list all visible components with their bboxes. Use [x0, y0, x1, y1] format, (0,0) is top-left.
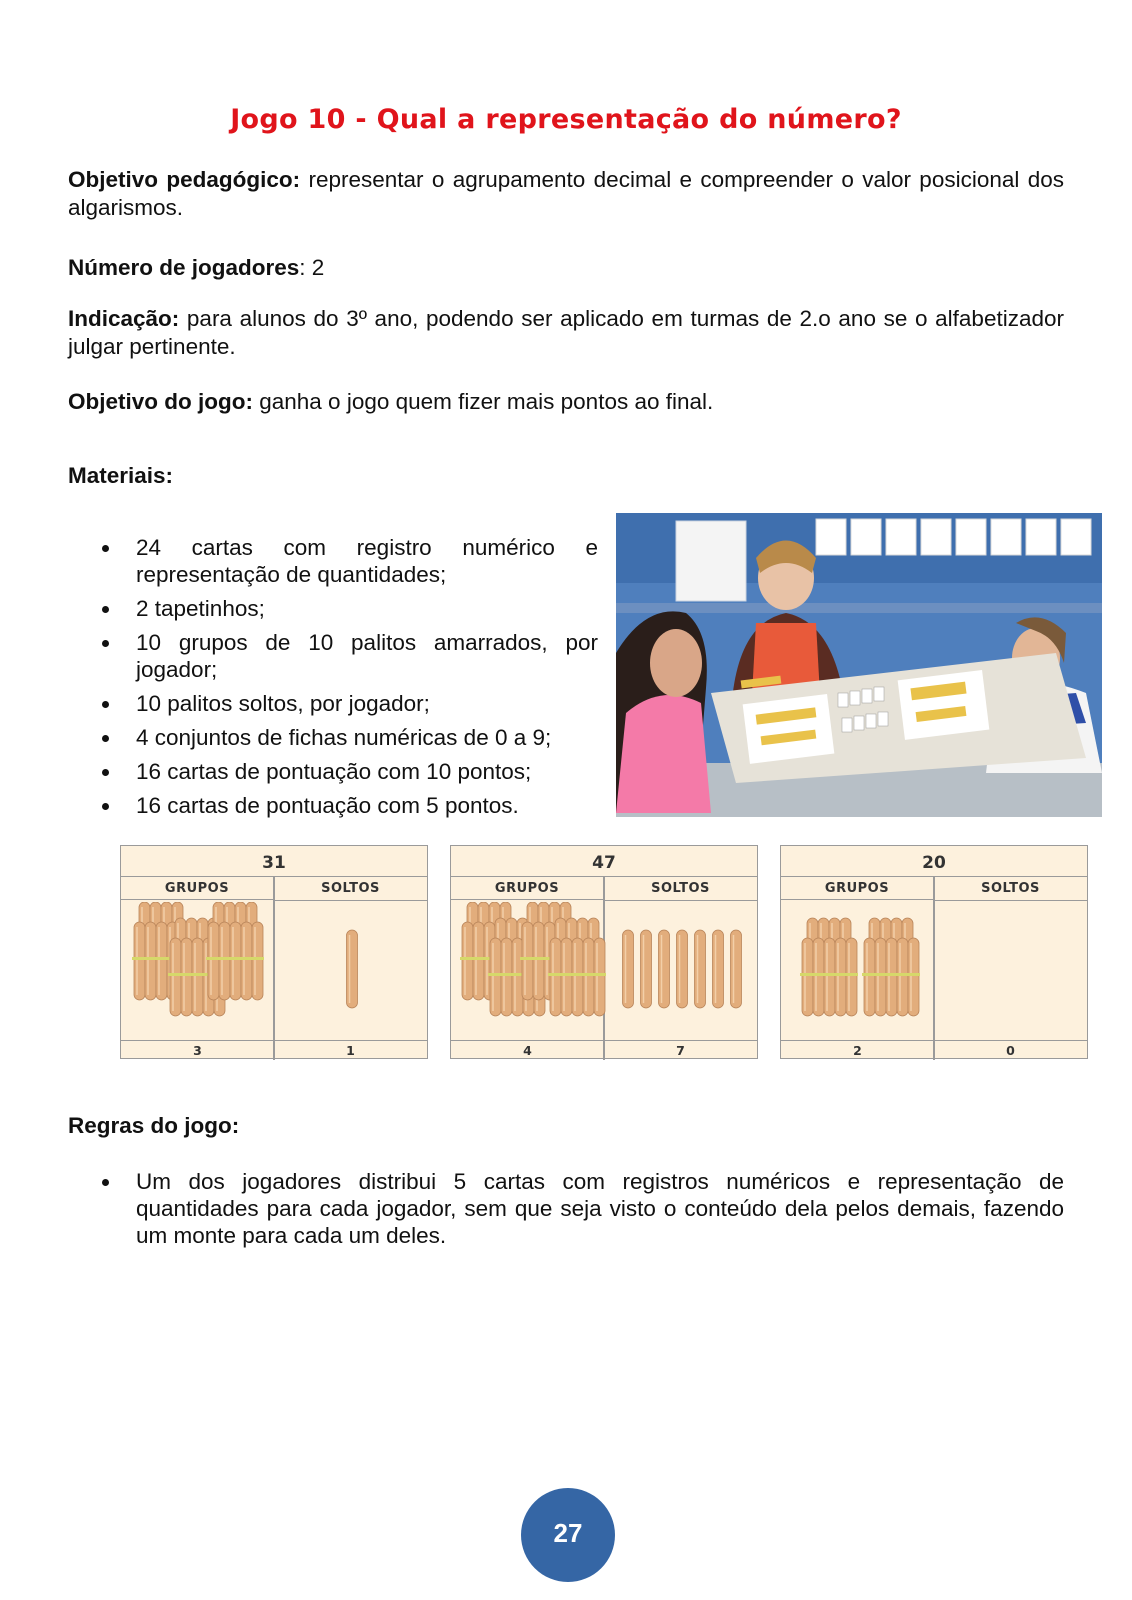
materiais-item-text: 10 palitos soltos, por jogador;: [136, 691, 430, 716]
numero-jogadores-text: : 2: [299, 255, 325, 280]
sticks-illustration: [451, 902, 759, 1038]
materiais-item: [68, 595, 598, 622]
loose-stick: [347, 930, 358, 1008]
stick-bundle: [862, 918, 920, 1016]
objetivo-pedagogico: [68, 166, 1064, 222]
soltos-count: 7: [604, 1040, 757, 1060]
materiais-list: [68, 534, 598, 826]
soltos-count: 0: [934, 1040, 1087, 1060]
materiais-item: [68, 534, 598, 588]
soltos-count: 1: [274, 1040, 427, 1060]
bullet-icon: [102, 545, 109, 552]
materiais-item-text: 10 grupos de 10 palitos amarrados, por jogador;: [136, 630, 598, 682]
bullet-icon: [102, 640, 109, 647]
page-title: Jogo 10 - Qual a representação do número?: [230, 104, 902, 135]
soltos-header: SOLTOS: [934, 876, 1087, 901]
indicacao-text: para alunos do 3º ano, podendo ser aplicado em turmas de 2.o ano se o alfabetizador julgar pertinente.: [68, 306, 1064, 359]
materiais-item-text: 2 tapetinhos;: [136, 596, 265, 621]
board-number: 20: [781, 846, 1087, 877]
numero-jogadores: [68, 254, 1064, 282]
bullet-icon: [102, 769, 109, 776]
place-value-board: [450, 845, 758, 1059]
stick-bundle: [548, 918, 606, 1016]
regras-heading: Regras do jogo:: [68, 1113, 240, 1138]
objetivo-jogo-text: ganha o jogo quem fizer mais pontos ao final.: [252, 389, 714, 414]
bullet-icon: [102, 1179, 109, 1186]
grupos-count: 2: [781, 1040, 934, 1060]
regras-item: [68, 1168, 1064, 1249]
materiais-item: [68, 629, 598, 683]
indicacao-label: Indicação:: [68, 306, 180, 331]
numero-jogadores-label: Número de jogadores: [68, 255, 300, 280]
regras-item-text: Um dos jogadores distribui 5 cartas com registros numéricos e representação de quantidades para cada jogador, sem que seja visto o conteúdo dela pelos demais, fazendo um monte para cada um deles.: [136, 1169, 1064, 1248]
regras-list: [68, 1168, 1064, 1256]
grupos-header: GRUPOS: [781, 876, 934, 900]
stick-bundle: [206, 902, 264, 1000]
sticks-illustration: [781, 902, 1089, 1038]
stick-bundle: [800, 918, 858, 1016]
grupos-count: 3: [121, 1040, 274, 1060]
grupos-count: 4: [451, 1040, 604, 1060]
grupos-header: GRUPOS: [451, 876, 604, 900]
objetivo-jogo: [68, 388, 1064, 416]
classroom-photo: [616, 513, 1102, 817]
place-value-board: [120, 845, 428, 1059]
bullet-icon: [102, 803, 109, 810]
materiais-item: [68, 690, 598, 717]
materiais-item-text: 4 conjuntos de fichas numéricas de 0 a 9;: [136, 725, 552, 750]
materiais-item-text: 16 cartas de pontuação com 10 pontos;: [136, 759, 532, 784]
grupos-header: GRUPOS: [121, 876, 274, 900]
loose-stick: [641, 930, 652, 1008]
objetivo-pedagogico-label: Objetivo pedagógico:: [68, 167, 301, 192]
materiais-item: [68, 758, 598, 785]
materiais-item-text: 16 cartas de pontuação com 5 pontos.: [136, 793, 519, 818]
sticks-illustration: [121, 902, 429, 1038]
loose-stick: [695, 930, 706, 1008]
page-number-badge: 27: [521, 1488, 615, 1582]
soltos-header: SOLTOS: [274, 876, 427, 901]
bullet-icon: [102, 701, 109, 708]
loose-stick: [713, 930, 724, 1008]
objetivo-jogo-label: Objetivo do jogo:: [68, 389, 253, 414]
loose-stick: [731, 930, 742, 1008]
loose-stick: [659, 930, 670, 1008]
place-value-board: [780, 845, 1088, 1059]
objetivo-pedagogico-text: representar o agrupamento decimal e compreender o valor posicional dos algarismos.: [68, 167, 1064, 220]
board-number: 47: [451, 846, 757, 877]
materiais-item-text: 24 cartas com registro numérico e representação de quantidades;: [136, 535, 598, 587]
board-number: 31: [121, 846, 427, 877]
loose-stick: [623, 930, 634, 1008]
soltos-header: SOLTOS: [604, 876, 757, 901]
bullet-icon: [102, 606, 109, 613]
materiais-item: [68, 724, 598, 751]
materiais-heading: Materiais:: [68, 463, 174, 488]
loose-stick: [677, 930, 688, 1008]
indicacao: [68, 305, 1064, 361]
materiais-item: [68, 792, 598, 819]
bullet-icon: [102, 735, 109, 742]
